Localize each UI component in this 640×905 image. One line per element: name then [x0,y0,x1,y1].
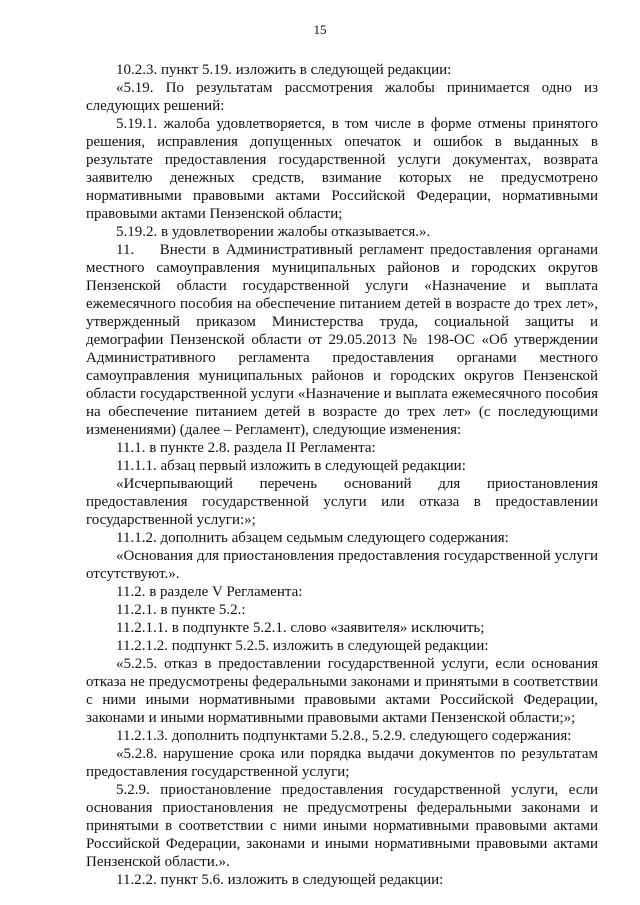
paragraph-quote-5-2-8: «5.2.8. нарушение срока или порядка выдачи документов по результатам предоставления государственной услуги; [86,746,598,780]
page-number: 15 [313,22,327,37]
paragraph-quote-5-2-5: «5.2.5. отказ в предоставлении государственной услуги, если основания отказа не предусмотрены федеральными законами и принятыми в соответствии с ними иными нормативными правовыми актами Российской Федерации, законами и иными нормативными правовыми актами Пензенской области;»; [86,656,598,726]
paragraph-10-2-3: 10.2.3. пункт 5.19. изложить в следующей редакции: [116,62,452,78]
paragraph-11-1: 11.1. в пункте 2.8. раздела II Регламента: [116,440,376,456]
paragraph-5-19-1: 5.19.1. жалоба удовлетворяется, в том числе в форме отмены принятого решения, исправления допущенных опечаток и ошибок в выданных в результате предоставления государственной услуги документах, возврата заявителю денежных средств, взимание которых не предусмотрено нормативными правовыми актами Российской Федерации, нормативными правовыми актами Пензенской области; [86,116,598,222]
paragraph-11-2-2: 11.2.2. пункт 5.6. изложить в следующей редакции: [116,872,444,888]
paragraph-quote-no-grounds: «Основания для приостановления предоставления государственной услуги отсутствуют.». [86,548,598,582]
paragraph-11-1-1: 11.1.1. абзац первый изложить в следующей редакции: [116,458,466,474]
paragraph-5-2-9: 5.2.9. приостановление предоставления государственной услуги, если основания приостановления не предусмотрены федеральными законами и принятыми в соответствии с ними иными нормативными правовыми актами Российской Федерации, законами и иными нормативными правовыми актами Пензенской области.». [86,782,598,870]
paragraph-11-2-1: 11.2.1. в пункте 5.2.: [116,602,246,618]
paragraph-11-2-1-2: 11.2.1.2. подпункт 5.2.5. изложить в следующей редакции: [116,638,489,654]
paragraph-quote-exhaustive-list: «Исчерпывающий перечень оснований для приостановления предоставления государственной услуги или отказа в предоставлении государственной услуги:»; [86,476,598,528]
paragraph-5-19-2: 5.19.2. в удовлетворении жалобы отказывается.». [116,224,431,240]
document-body [86,61,598,889]
paragraph-11-2: 11.2. в разделе V Регламента: [116,584,303,600]
paragraph-5-19: «5.19. По результатам рассмотрения жалобы принимается одно из следующих решений: [86,80,598,114]
paragraph-11-2-1-1: 11.2.1.1. в подпункте 5.2.1. слово «заявителя» исключить; [116,620,485,636]
paragraph-11: 11. Внести в Административный регламент предоставления органами местного самоуправления муниципальных районов и городских округов Пензенской области государственной услуги «Назначение и выплата ежемесячного пособия на обеспечение питанием детей в возрасте до трех лет», утвержденный приказом Министерства труда, социальной защиты и демографии Пензенской области от 29.05.2013 № 198-ОС «Об утверждении Административного регламента предоставления органами местного самоуправления муниципальных районов и городских округов Пензенской области государственной услуги «Назначение и выплата ежемесячного пособия на обеспечение питанием детей в возрасте до трех лет» (с последующими изменениями) (далее – Регламент), следующие изменения: [86,242,598,438]
paragraph-11-1-2: 11.1.2. дополнить абзацем седьмым следующего содержания: [116,530,509,546]
paragraph-11-2-1-3: 11.2.1.3. дополнить подпунктами 5.2.8., 5.2.9. следующего содержания: [116,728,572,744]
